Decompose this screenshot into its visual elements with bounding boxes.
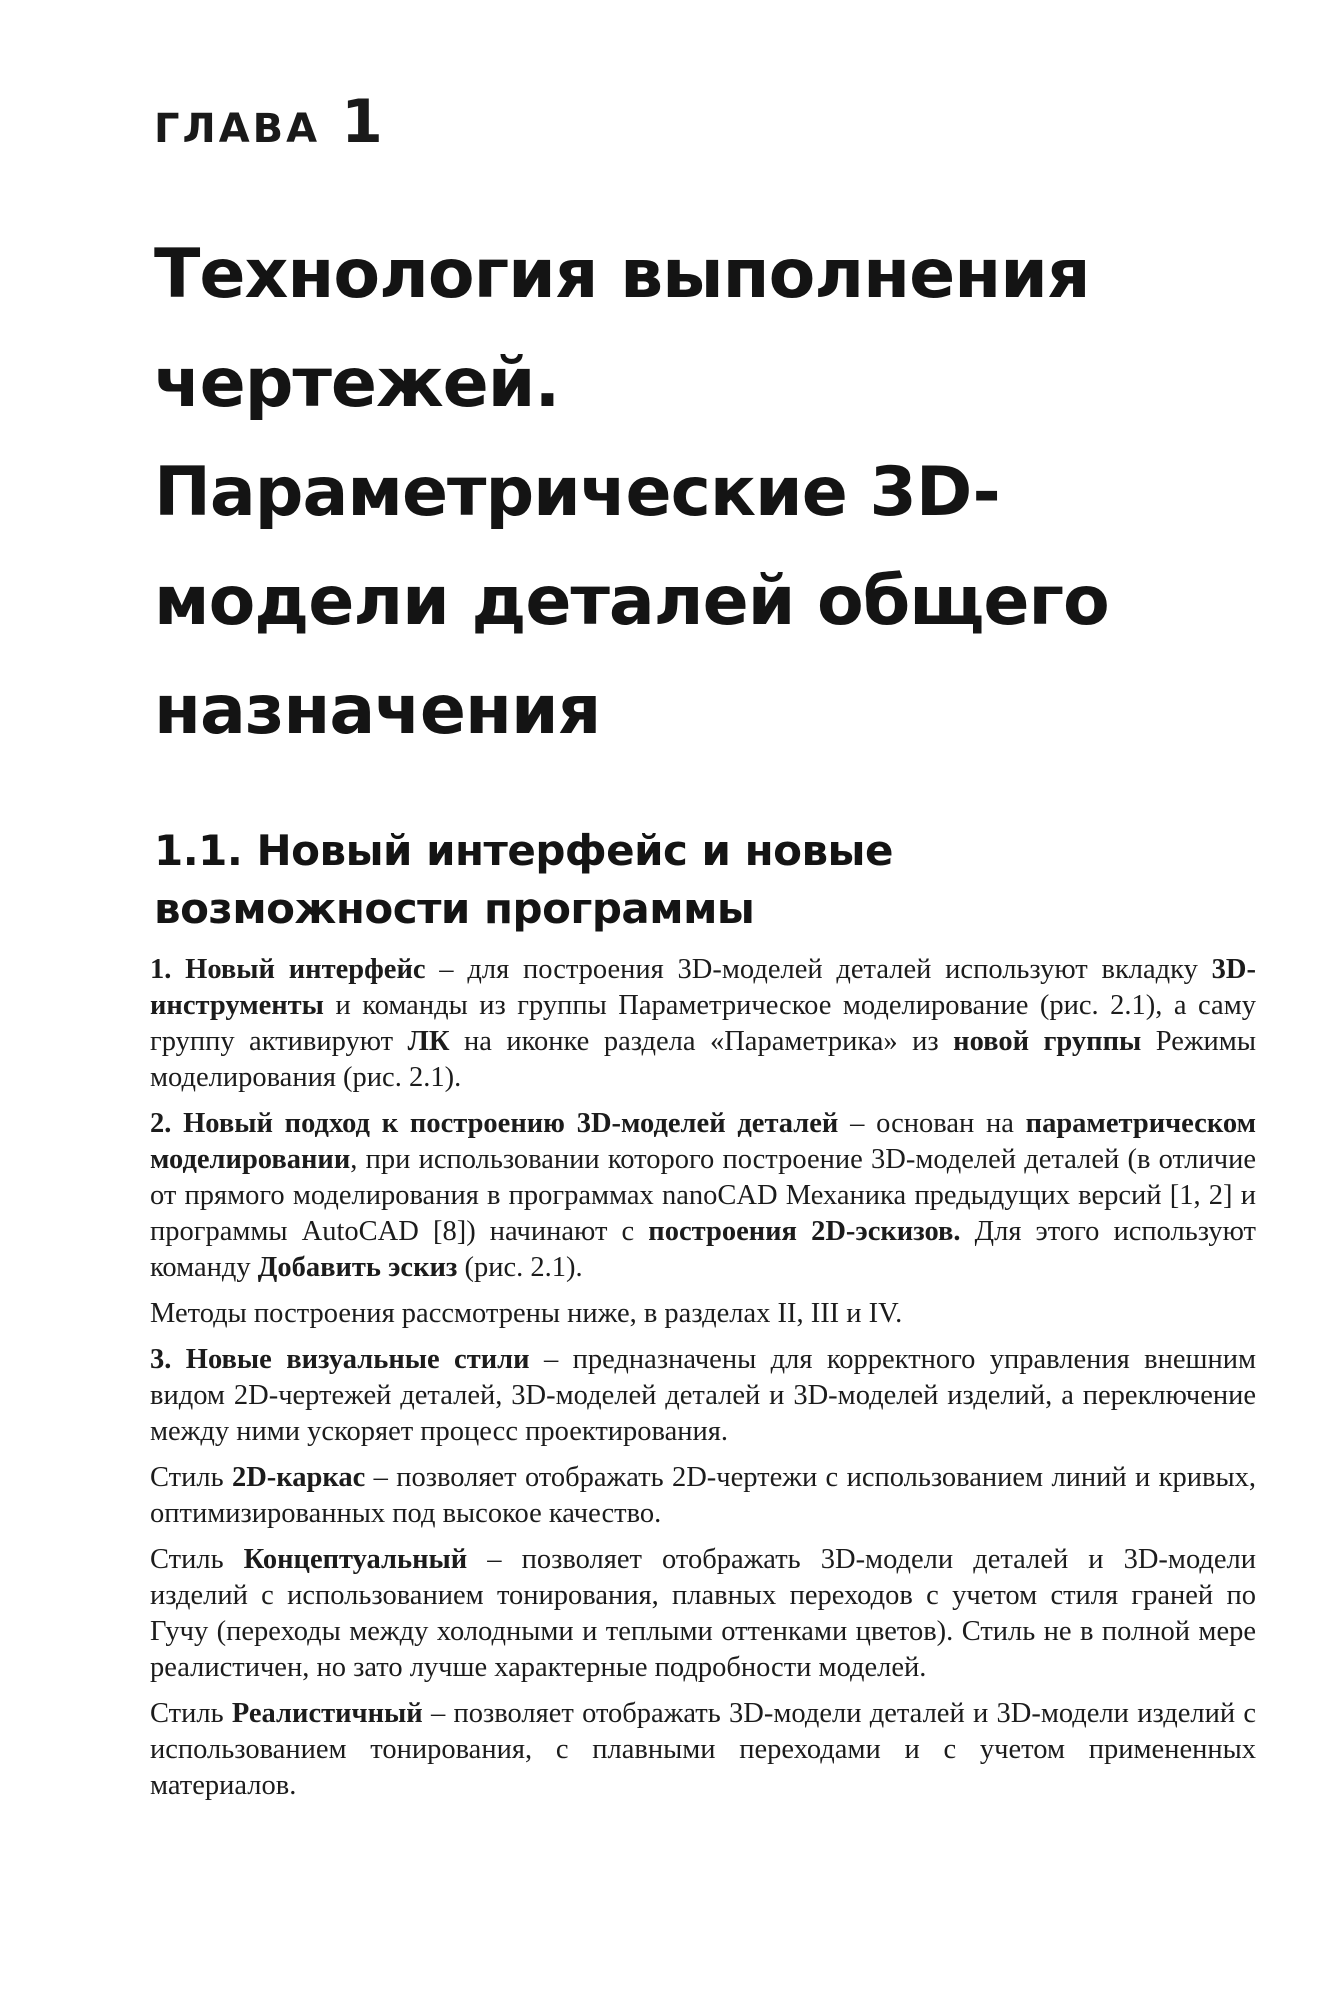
section-title: 1.1. Новый интерфейс и новые возможности программы xyxy=(154,826,894,933)
paragraph-style-conceptual xyxy=(150,1542,1256,1686)
text-span: Стиль xyxy=(150,1462,232,1493)
term-3d-tools: 3D-инструменты xyxy=(150,954,1256,1021)
chapter-number: 1 xyxy=(341,87,383,157)
term-add-sketch: Добавить эскиз xyxy=(257,1252,458,1283)
term-realistic: Реалистичный xyxy=(231,1698,423,1729)
text-span: Стиль xyxy=(150,1698,232,1729)
text-span: – позволяет отображать 3D-модели деталей и 3D-модели изделий с использованием тонирования, плавных переходов с учетом стиля граней по Гучу (переходы между холодными и теплыми оттенками цветов). Стиль не в полной мере реалистичен, но зато лучше характерные подробности моделей. xyxy=(150,1544,1257,1683)
text-span: – позволяет отображать 3D-модели деталей и 3D-модели изделий с использованием тонирования, с плавными переходами и с учетом примененных материалов. xyxy=(150,1698,1257,1801)
term-visual-styles: 3. Новые визуальные стили xyxy=(150,1344,530,1375)
chapter-label-text: ГЛАВА xyxy=(154,106,321,152)
paragraph-style-realistic xyxy=(150,1696,1256,1804)
term-new-interface: 1. Новый интерфейс xyxy=(150,954,426,985)
text-span: – для построения 3D-моделей деталей используют вкладку xyxy=(425,954,1212,985)
text-span: Режимы моделирования (рис. 2.1). xyxy=(150,1026,1256,1093)
paragraph-new-interface xyxy=(150,952,1256,1096)
term-2d-wireframe: 2D-каркас xyxy=(231,1462,366,1493)
text-span: – предназначены для корректного управления внешним видом 2D-чертежей деталей, 3D-моделей деталей и 3D-моделей изделий, а переключение между ними ускоряет процесс проектирования. xyxy=(150,1344,1256,1447)
text-span: Стиль xyxy=(150,1544,244,1575)
text-span: – позволяет отображать 2D-чертежи с использованием линий и кривых, оптимизированных под высокое качество. xyxy=(150,1462,1257,1529)
term-conceptual: Концептуальный xyxy=(243,1544,468,1575)
paragraph-new-approach xyxy=(150,1106,1256,1286)
body-text xyxy=(150,952,1256,1814)
text-span: и команды из группы Параметрическое моделирование (рис. 2.1), а саму группу активируют xyxy=(150,990,1256,1057)
term-parametric-modeling: параметрическом моделировании xyxy=(150,1108,1256,1175)
paragraph-methods xyxy=(150,1296,1256,1332)
text-span: , при использовании которого построение 3D-моделей деталей (в отличие от прямого моделирования в программах nanoCAD Механика предыдущих версий [1, 2] и программы AutoCAD [8]) начинают с xyxy=(150,1144,1256,1247)
text-span: Для этого используют команду xyxy=(150,1216,1256,1283)
text-span: (рис. 2.1). xyxy=(457,1252,583,1283)
chapter-label xyxy=(154,87,383,157)
term-new-group: новой группы xyxy=(953,1026,1142,1057)
text-span: на иконке раздела «Параметрика» из xyxy=(449,1026,954,1057)
paragraph-visual-styles xyxy=(150,1342,1256,1450)
text-span: – основан на xyxy=(838,1108,1026,1139)
term-lk: ЛК xyxy=(407,1026,450,1057)
term-2d-sketches: построения 2D-эскизов. xyxy=(648,1216,961,1247)
paragraph-style-2d-wireframe xyxy=(150,1460,1256,1532)
term-new-approach: 2. Новый подход к построению 3D-моделей деталей xyxy=(150,1108,839,1139)
chapter-title: Технология выполнения чертежей. Параметрические 3D-модели деталей общего назначения xyxy=(154,235,1109,750)
text-span: Методы построения рассмотрены ниже, в разделах II, III и IV. xyxy=(150,1298,903,1329)
